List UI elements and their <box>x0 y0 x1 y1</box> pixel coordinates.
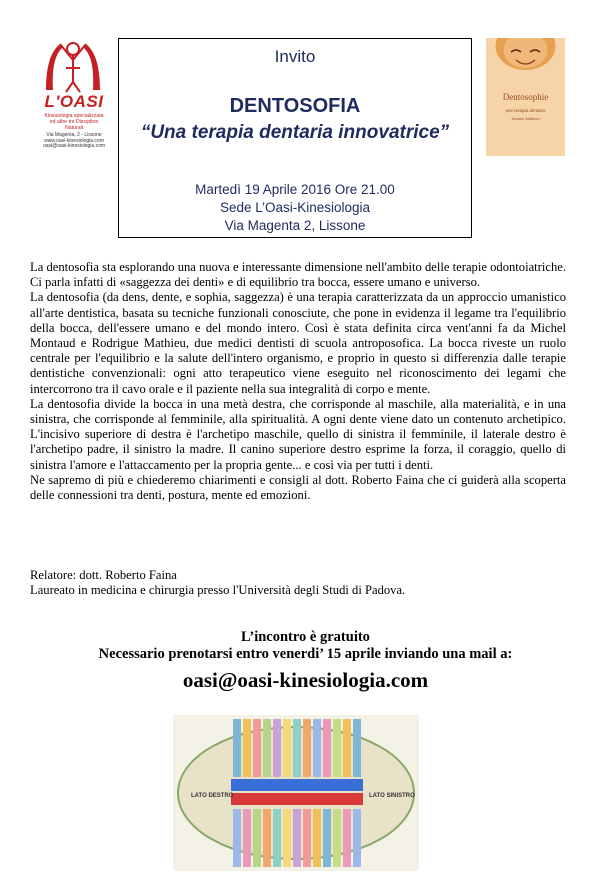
free-entry-note: L’incontro è gratuito <box>241 629 370 645</box>
event-subtitle: “Una terapia dentaria innovatrice” <box>140 122 450 143</box>
description-text <box>30 260 566 503</box>
event-venue: Sede L’Oasi-Kinesiologia <box>219 200 371 215</box>
logo-address: Via Magenta, 2 - Lissone www.oasi-kinesiologia.com oasi@oasi-kinesiologia.com <box>36 133 112 150</box>
paragraph: Ne sapremo di più e chiederemo chiarimenti e consigli al dott. Roberto Faina che ci guiderà alla scoperta delle connessioni tra denti, postura, mente ed emozioni. <box>30 472 566 503</box>
teeth-chart-image <box>173 715 419 871</box>
speaker-bio: Laureato in medicina e chirurgia presso l'Università degli Studi di Padova. <box>30 583 406 598</box>
event-date: Martedì 19 Aprile 2016 Ore 21.00 <box>195 182 395 197</box>
speaker-info <box>30 568 570 598</box>
book-title: Dentosophie <box>502 92 549 102</box>
diagram-label-right-side: LATO DESTRO <box>191 793 234 799</box>
booking-instruction: Necessario prenotarsi entro venerdi’ 15 aprile inviando una mail a: <box>98 646 513 662</box>
event-title: DENTOSOFIA <box>229 95 361 117</box>
logo-tagline: Kinesiologia specializzata ed altre tre Discipline Naturali <box>44 113 104 131</box>
logo-brand: L'OASI <box>44 92 104 111</box>
diagram-label-left-side: LATO SINISTRO <box>369 793 415 799</box>
book-author: Jeanne Mathieu <box>511 116 540 121</box>
paragraph: La dentosofia sta esplorando una nuova e interessante dimensione nell'ambito delle terapie odontoiatriche. Ci parla infatti di «saggezza dei denti» e di equilibrio tra bocca, essere umano e universo. <box>30 260 566 290</box>
face-illustration-icon <box>486 38 565 98</box>
book-subtitle: une terapia dentaire <box>505 108 546 113</box>
oasi-figure-icon <box>40 38 106 94</box>
invite-label: Invito <box>274 47 316 66</box>
paragraph: La dentosofia divide la bocca in una metà destra, che corrisponde al maschile, alla materialità, e in una sinistra, che corrisponde al femminile, alla spiritualità. A ogni dente viene dato un contenuto archetipico. L'incisivo superiore di destra è l'archetipo maschile, quello di sinistra il femminile, il laterale destro è l'archetipo padre, il sinistro la madre. Il canino superiore destro esprime la forza, il coraggio, quello di sinistra l'amore e l'attaccamento per la propria gente... e così via per tutti i denti. <box>30 396 566 472</box>
invitation-box <box>118 38 472 238</box>
event-address: Via Magenta 2, Lissone <box>224 218 366 233</box>
paragraph: La dentosofia (da dens, dente, e sophia, saggezza) è una terapia caratterizzata da un approccio umanistico all'arte dentistica, basata su tecniche funzionali conosciute, che pone in evidenza il legame tra l'equilibrio della bocca, dell'essere umano e del mondo intero. Così è stata definita circa vent'anni fa da Michel Montaud e Rodrigue Mathieu, due medici dentisti di scuola antroposofica. La bocca riveste un ruolo centrale per l'equilibrio e la salute dell'intero organismo, e proprio in questo si differenzia dalle terapie dentistiche convenzionali: ogni atto terapeutico viene eseguito nel riconoscimento dei legami che intercorrono tra il cavo orale e il paziente nella sua integralità di corpo e mente. <box>30 290 566 396</box>
logo-website-link[interactable]: www.oasi-kinesiologia.com <box>44 137 104 144</box>
book-cover <box>486 38 565 156</box>
speaker-name: Relatore: dott. Roberto Faina <box>30 568 177 582</box>
logo-email-link[interactable]: oasi@oasi-kinesiologia.com <box>42 143 106 150</box>
contact-email-link[interactable]: oasi@oasi-kinesiologia.com <box>182 668 429 692</box>
oasi-logo <box>36 38 112 150</box>
call-to-action <box>0 629 611 694</box>
